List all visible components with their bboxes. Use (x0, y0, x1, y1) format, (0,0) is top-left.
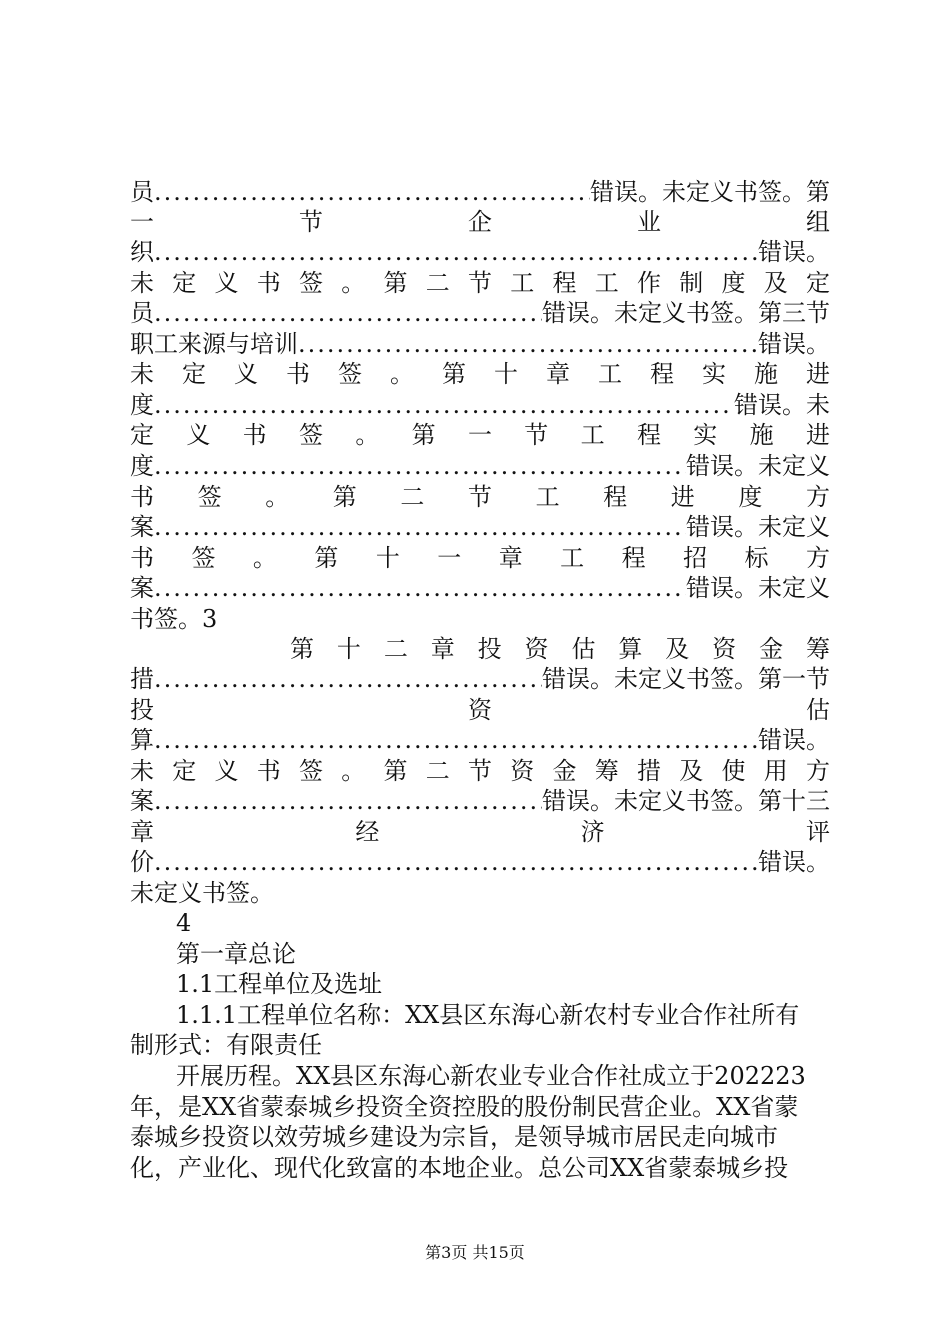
toc-char: 签 (298, 421, 323, 449)
toc-char: 签 (299, 269, 323, 297)
toc-line-text: 未定义书签。 (130, 879, 274, 907)
toc-tail: 错误。未定义 (686, 513, 830, 541)
toc-char: 二 (425, 757, 450, 785)
toc-char: 未 (130, 269, 154, 297)
toc-tail: 错误。未定义 (686, 574, 830, 602)
toc-char: 资 (712, 635, 737, 663)
toc-char: 资 (468, 696, 492, 724)
page-footer: 第3页 共15页 (425, 1243, 525, 1262)
toc-lead: 价 (130, 848, 154, 876)
section-title: 1.1工程单位及选址 (176, 970, 383, 998)
toc-char: 算 (618, 635, 643, 663)
toc-char: 十 (494, 360, 518, 388)
toc-char: 资 (510, 757, 535, 785)
paragraph-line: 泰城乡投资以效劳城乡建设为宗旨，是领导城市居民走向城市 (130, 1123, 778, 1151)
toc-char: 书 (286, 360, 310, 388)
toc-char: 工 (535, 483, 560, 511)
toc-line (130, 298, 830, 328)
toc-char: 企 (468, 208, 492, 236)
toc-line-justified (130, 359, 830, 389)
toc-line-justified (290, 634, 830, 664)
toc-line (130, 329, 830, 359)
toc-char: 十 (375, 544, 400, 572)
toc-lead: 案 (130, 513, 154, 541)
toc-char: 签 (299, 757, 323, 785)
toc-line (130, 847, 830, 877)
toc-leader-dots (154, 664, 542, 694)
toc-char: 工 (594, 269, 619, 297)
toc-line (130, 664, 830, 694)
toc-lead: 算 (130, 726, 154, 754)
toc-char: 措 (637, 757, 661, 785)
toc-char: 书 (242, 421, 267, 449)
toc-char: 节 (524, 421, 549, 449)
toc-char: 工 (560, 544, 585, 572)
toc-char: 筹 (594, 757, 619, 785)
toc-char: 签 (197, 483, 222, 511)
toc-char: 度 (738, 483, 763, 511)
toc-char: 施 (749, 421, 774, 449)
toc-char: 进 (670, 483, 695, 511)
toc-tail: 错误。 (758, 238, 830, 266)
toc-char: 工 (510, 269, 535, 297)
toc-char: 估 (806, 696, 830, 724)
toc-char: 第 (314, 544, 339, 572)
toc-char: 签 (191, 544, 216, 572)
toc-char: 组 (806, 208, 830, 236)
toc-line-text: 书签。3 (130, 605, 218, 633)
chapter-title: 第一章总论 (176, 940, 296, 968)
toc-char: 第 (383, 757, 408, 785)
toc-char: 定 (172, 757, 197, 785)
toc-leader-dots (154, 725, 758, 755)
toc-char: 定 (130, 421, 154, 449)
toc-line (130, 786, 830, 816)
toc-tail: 错误。未定义书签。第十三 (542, 787, 830, 815)
toc-char: 程 (552, 269, 577, 297)
toc-line-justified (130, 817, 830, 847)
toc-tail: 错误。未定义书签。第一节 (542, 665, 830, 693)
toc-line (130, 512, 830, 542)
toc-line-justified (130, 268, 830, 298)
toc-line (130, 725, 830, 755)
toc-char: 二 (400, 483, 425, 511)
toc-char: 评 (805, 818, 830, 846)
toc-tail: 错误。 (758, 848, 830, 876)
toc-leader-dots (154, 847, 758, 877)
toc-char: 作 (637, 269, 661, 297)
toc-char: 一 (437, 544, 462, 572)
paragraph-line: 化，产业化、现代化致富的本地企业。总公司XX省蒙泰城乡投 (130, 1154, 789, 1182)
toc-char: 进 (805, 421, 830, 449)
toc-char: 义 (214, 269, 239, 297)
toc-char: 投 (477, 635, 502, 663)
toc-char: 程 (621, 544, 646, 572)
toc-char: 用 (763, 757, 788, 785)
toc-char: 及 (679, 757, 704, 785)
toc-char: 实 (693, 421, 718, 449)
toc-char: 程 (650, 360, 674, 388)
toc-tail: 错误。未定义书签。第三节 (542, 299, 830, 327)
toc-char: 施 (754, 360, 778, 388)
toc-lead: 织 (130, 238, 154, 266)
paragraph-line: 开展历程。XX县区东海心新农业专业合作社成立于202223 (176, 1062, 806, 1090)
toc-char: 定 (182, 360, 206, 388)
toc-lead: 措 (130, 665, 154, 693)
toc-char: 第 (442, 360, 466, 388)
toc-char: 定 (172, 269, 197, 297)
toc-leader-dots (154, 390, 734, 420)
toc-char: 程 (603, 483, 628, 511)
toc-char: 第 (332, 483, 357, 511)
toc-lead: 度 (130, 452, 154, 480)
toc-char: 章 (546, 360, 570, 388)
toc-lead: 度 (130, 391, 154, 419)
toc-char: 签 (338, 360, 362, 388)
toc-leader-dots (154, 512, 686, 542)
toc-char: 。 (355, 421, 380, 449)
toc-char: 第 (383, 269, 408, 297)
toc-char: 标 (744, 544, 769, 572)
toc-line-justified (130, 482, 830, 512)
toc-char: 方 (805, 483, 830, 511)
toc-lead: 职工来源与培训 (130, 330, 298, 358)
toc-char: 及 (665, 635, 690, 663)
paragraph-line: 1.1.1工程单位名称：XX县区东海心新农村专业合作社所有 (176, 1001, 800, 1029)
toc-lead: 员 (130, 178, 154, 206)
toc-char: 章 (430, 635, 455, 663)
toc-char: 第 (411, 421, 436, 449)
toc-tail: 错误。 (758, 330, 830, 358)
toc-char: 经 (355, 818, 380, 846)
toc-char: 度 (721, 269, 746, 297)
toc-line-justified (130, 756, 830, 786)
page-marker: 4 (176, 909, 192, 937)
toc-char: 书 (256, 269, 281, 297)
toc-char: 节 (467, 483, 492, 511)
toc-char: 。 (252, 544, 277, 572)
toc-leader-dots (154, 177, 590, 207)
toc-char: 二 (425, 269, 450, 297)
toc-char: 未 (130, 757, 154, 785)
toc-char: 节 (468, 269, 492, 297)
toc-char: 实 (702, 360, 726, 388)
toc-char: 投 (130, 696, 154, 724)
toc-char: 方 (805, 544, 830, 572)
toc-line-justified (130, 543, 830, 573)
toc-char: 书 (130, 544, 154, 572)
toc-char: 资 (524, 635, 549, 663)
toc-char: 。 (341, 269, 366, 297)
toc-leader-dots (154, 451, 686, 481)
toc-line-justified (130, 420, 830, 450)
toc-char: 筹 (805, 635, 830, 663)
toc-char: 。 (390, 360, 414, 388)
toc-line-justified (130, 695, 830, 725)
toc-char: 方 (806, 757, 830, 785)
toc-char: 济 (580, 818, 605, 846)
toc-leader-dots (298, 329, 758, 359)
toc-char: 。 (265, 483, 290, 511)
toc-char: 章 (130, 818, 154, 846)
toc-line (130, 237, 830, 267)
toc-leader-dots (154, 573, 686, 603)
toc-char: 招 (683, 544, 708, 572)
toc-char: 工 (580, 421, 605, 449)
toc-char: 节 (299, 208, 323, 236)
toc-line (130, 390, 830, 420)
paragraph-line: 年，是XX省蒙泰城乡投资全资控股的股份制民营企业。XX省蒙 (130, 1093, 799, 1121)
toc-char: 书 (256, 757, 281, 785)
toc-tail: 错误。未 (734, 391, 830, 419)
toc-char: 第 (290, 635, 314, 663)
toc-line (130, 177, 830, 207)
toc-lead: 员 (130, 299, 154, 327)
toc-tail: 错误。未定义书签。第 (590, 178, 830, 206)
toc-char: 章 (498, 544, 523, 572)
toc-tail: 错误。未定义 (686, 452, 830, 480)
toc-char: 金 (759, 635, 784, 663)
toc-char: 估 (571, 635, 596, 663)
toc-char: 制 (679, 269, 704, 297)
toc-line (130, 451, 830, 481)
toc-lead: 案 (130, 574, 154, 602)
toc-char: 义 (234, 360, 258, 388)
toc-line (130, 573, 830, 603)
toc-lead: 案 (130, 787, 154, 815)
toc-char: 节 (468, 757, 492, 785)
toc-char: 。 (341, 757, 366, 785)
toc-char: 书 (130, 483, 154, 511)
toc-char: 二 (383, 635, 408, 663)
toc-char: 义 (186, 421, 211, 449)
toc-leader-dots (154, 237, 758, 267)
toc-char: 定 (806, 269, 830, 297)
toc-char: 业 (637, 208, 661, 236)
toc-char: 及 (763, 269, 788, 297)
toc-char: 进 (806, 360, 830, 388)
paragraph-line: 制形式：有限责任 (130, 1031, 322, 1059)
toc-char: 义 (214, 757, 239, 785)
toc-char: 未 (130, 360, 154, 388)
toc-leader-dots (154, 786, 542, 816)
toc-char: 一 (467, 421, 492, 449)
toc-tail: 错误。 (758, 726, 830, 754)
toc-char: 工 (598, 360, 622, 388)
toc-leader-dots (154, 298, 542, 328)
toc-char: 金 (552, 757, 577, 785)
toc-char: 使 (721, 757, 746, 785)
toc-char: 十 (336, 635, 361, 663)
toc-line-justified (130, 207, 830, 237)
toc-char: 程 (636, 421, 661, 449)
toc-char: 一 (130, 208, 154, 236)
